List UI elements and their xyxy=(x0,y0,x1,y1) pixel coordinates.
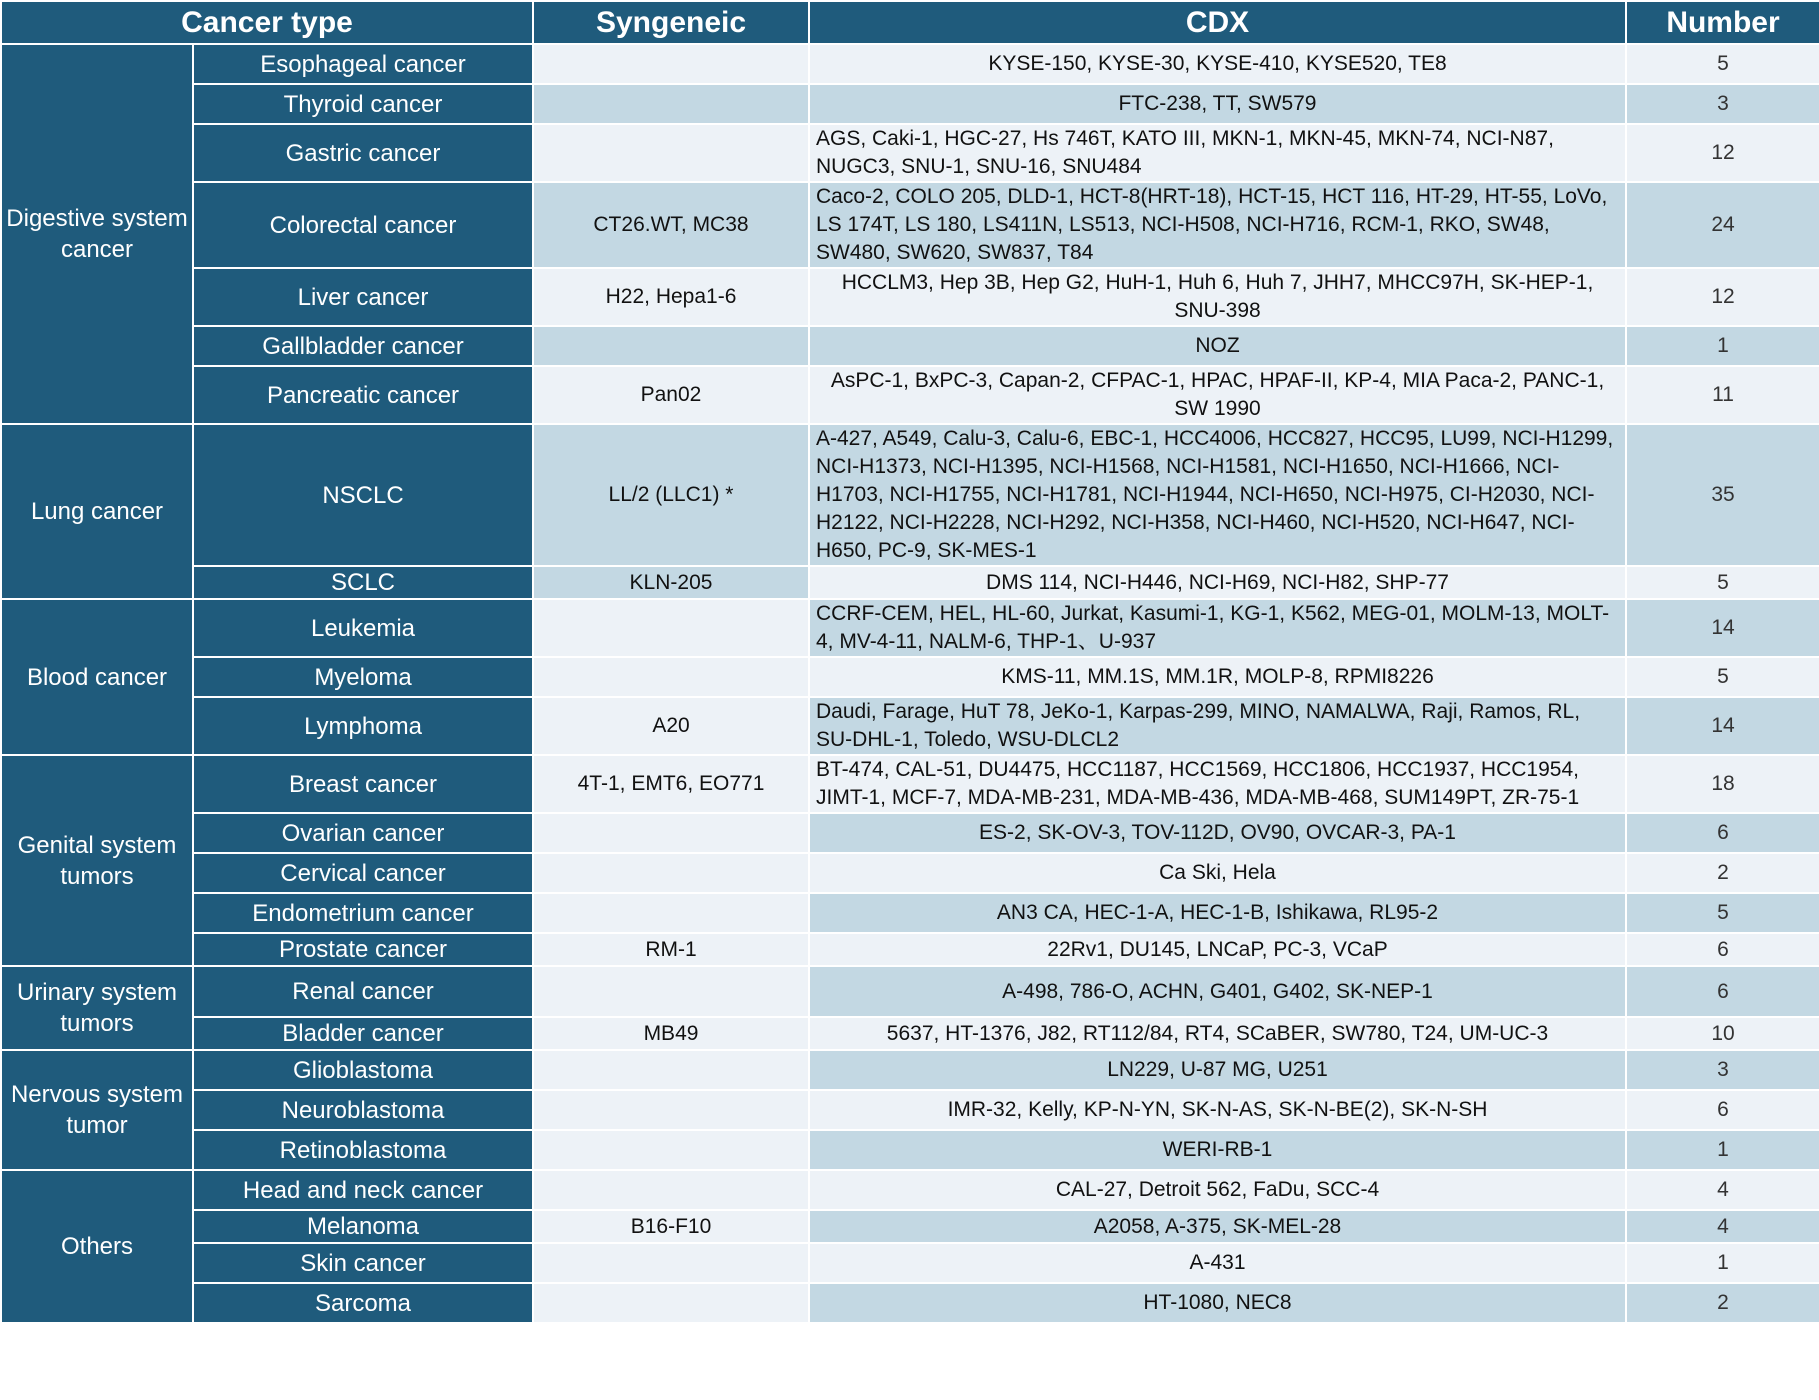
cdx-cell: AGS, Caki-1, HGC-27, Hs 746T, KATO III, MKN-1, MKN-45, MKN-74, NCI-N87, NUGC3, SNU-1, SNU-16, SNU484 xyxy=(809,124,1626,182)
cdx-cell: A-498, 786-O, ACHN, G401, G402, SK-NEP-1 xyxy=(809,966,1626,1017)
syngeneic-cell: KLN-205 xyxy=(533,566,809,599)
cdx-cell: LN229, U-87 MG, U251 xyxy=(809,1050,1626,1090)
table-row xyxy=(1,933,1819,966)
cdx-cell: WERI-RB-1 xyxy=(809,1130,1626,1170)
table-row xyxy=(1,1283,1819,1323)
table-row xyxy=(1,44,1819,84)
table-row xyxy=(1,1210,1819,1243)
cdx-cell: 5637, HT-1376, J82, RT112/84, RT4, SCaBER, SW780, T24, UM-UC-3 xyxy=(809,1017,1626,1050)
cancer-type-cell: Renal cancer xyxy=(193,966,533,1017)
cancer-type-cell: Head and neck cancer xyxy=(193,1170,533,1210)
syngeneic-cell: A20 xyxy=(533,697,809,755)
table-row xyxy=(1,326,1819,366)
syngeneic-cell: MB49 xyxy=(533,1017,809,1050)
number-cell: 14 xyxy=(1626,599,1819,657)
table-row xyxy=(1,1017,1819,1050)
cancer-type-cell: Endometrium cancer xyxy=(193,893,533,933)
number-cell: 5 xyxy=(1626,566,1819,599)
cancer-type-cell: Melanoma xyxy=(193,1210,533,1243)
cancer-type-cell: Gastric cancer xyxy=(193,124,533,182)
number-cell: 4 xyxy=(1626,1210,1819,1243)
group-others: Others xyxy=(1,1170,193,1323)
table-row xyxy=(1,853,1819,893)
number-cell: 2 xyxy=(1626,1283,1819,1323)
cdx-cell: CAL-27, Detroit 562, FaDu, SCC-4 xyxy=(809,1170,1626,1210)
cdx-cell: AN3 CA, HEC-1-A, HEC-1-B, Ishikawa, RL95-2 xyxy=(809,893,1626,933)
syngeneic-cell xyxy=(533,966,809,1017)
table-row xyxy=(1,124,1819,182)
cancer-type-cell: Ovarian cancer xyxy=(193,813,533,853)
cancer-type-cell: Myeloma xyxy=(193,657,533,697)
cancer-type-cell: Retinoblastoma xyxy=(193,1130,533,1170)
syngeneic-cell xyxy=(533,1243,809,1283)
number-cell: 6 xyxy=(1626,966,1819,1017)
syngeneic-cell xyxy=(533,1130,809,1170)
cancer-type-cell: Colorectal cancer xyxy=(193,182,533,268)
table-row xyxy=(1,1050,1819,1090)
group-genital: Genital system tumors xyxy=(1,755,193,966)
cancer-type-cell: Esophageal cancer xyxy=(193,44,533,84)
syngeneic-cell xyxy=(533,657,809,697)
cdx-cell: A-431 xyxy=(809,1243,1626,1283)
syngeneic-cell xyxy=(533,1050,809,1090)
cdx-cell: ES-2, SK-OV-3, TOV-112D, OV90, OVCAR-3, PA-1 xyxy=(809,813,1626,853)
syngeneic-cell: 4T-1, EMT6, EO771 xyxy=(533,755,809,813)
cancer-type-cell: Sarcoma xyxy=(193,1283,533,1323)
table-row xyxy=(1,1243,1819,1283)
syngeneic-cell: CT26.WT, MC38 xyxy=(533,182,809,268)
cdx-cell: AsPC-1, BxPC-3, Capan-2, CFPAC-1, HPAC, HPAF-II, KP-4, MIA Paca-2, PANC-1, SW 1990 xyxy=(809,366,1626,424)
syngeneic-cell xyxy=(533,853,809,893)
number-cell: 5 xyxy=(1626,44,1819,84)
cancer-type-cell: Prostate cancer xyxy=(193,933,533,966)
cancer-type-cell: Breast cancer xyxy=(193,755,533,813)
cancer-type-cell: Leukemia xyxy=(193,599,533,657)
number-cell: 12 xyxy=(1626,124,1819,182)
number-cell: 5 xyxy=(1626,657,1819,697)
syngeneic-cell xyxy=(533,44,809,84)
table-row xyxy=(1,893,1819,933)
table-row xyxy=(1,599,1819,657)
header-number: Number xyxy=(1626,1,1819,44)
syngeneic-cell xyxy=(533,1170,809,1210)
number-cell: 10 xyxy=(1626,1017,1819,1050)
table-row xyxy=(1,1090,1819,1130)
table-row xyxy=(1,84,1819,124)
syngeneic-cell xyxy=(533,893,809,933)
syngeneic-cell: LL/2 (LLC1) * xyxy=(533,424,809,566)
syngeneic-cell xyxy=(533,124,809,182)
cdx-cell: IMR-32, Kelly, KP-N-YN, SK-N-AS, SK-N-BE(2), SK-N-SH xyxy=(809,1090,1626,1130)
cancer-type-cell: Lymphoma xyxy=(193,697,533,755)
cdx-cell: A2058, A-375, SK-MEL-28 xyxy=(809,1210,1626,1243)
syngeneic-cell: RM-1 xyxy=(533,933,809,966)
number-cell: 11 xyxy=(1626,366,1819,424)
cancer-type-cell: Pancreatic cancer xyxy=(193,366,533,424)
syngeneic-cell xyxy=(533,599,809,657)
table-row xyxy=(1,657,1819,697)
group-nervous: Nervous system tumor xyxy=(1,1050,193,1170)
cdx-cell: Daudi, Farage, HuT 78, JeKo-1, Karpas-299, MINO, NAMALWA, Raji, Ramos, RL, SU-DHL-1, Toledo, WSU-DLCL2 xyxy=(809,697,1626,755)
cancer-type-cell: Glioblastoma xyxy=(193,1050,533,1090)
table-row xyxy=(1,366,1819,424)
number-cell: 6 xyxy=(1626,813,1819,853)
cdx-cell: Ca Ski, Hela xyxy=(809,853,1626,893)
number-cell: 14 xyxy=(1626,697,1819,755)
cancer-type-cell: SCLC xyxy=(193,566,533,599)
cancer-type-cell: Gallbladder cancer xyxy=(193,326,533,366)
cdx-cell: KMS-11, MM.1S, MM.1R, MOLP-8, RPMI8226 xyxy=(809,657,1626,697)
cdx-cell: HT-1080, NEC8 xyxy=(809,1283,1626,1323)
table-row xyxy=(1,966,1819,1017)
number-cell: 6 xyxy=(1626,1090,1819,1130)
cancer-type-cell: Neuroblastoma xyxy=(193,1090,533,1130)
table-row xyxy=(1,268,1819,326)
table-row xyxy=(1,755,1819,813)
cdx-cell: NOZ xyxy=(809,326,1626,366)
cdx-cell: HCCLM3, Hep 3B, Hep G2, HuH-1, Huh 6, Huh 7, JHH7, MHCC97H, SK-HEP-1, SNU-398 xyxy=(809,268,1626,326)
table-row xyxy=(1,424,1819,566)
syngeneic-cell xyxy=(533,1090,809,1130)
cancer-type-cell: Liver cancer xyxy=(193,268,533,326)
header-cancer-type: Cancer type xyxy=(1,1,533,44)
number-cell: 6 xyxy=(1626,933,1819,966)
table-row xyxy=(1,1130,1819,1170)
group-urinary: Urinary system tumors xyxy=(1,966,193,1050)
syngeneic-cell xyxy=(533,1283,809,1323)
cdx-cell: A-427, A549, Calu-3, Calu-6, EBC-1, HCC4006, HCC827, HCC95, LU99, NCI-H1299, NCI-H1373, NCI-H1395, NCI-H1568, NCI-H1581, NCI-H1650, NCI-H1666, NCI-H1703, NCI-H1755, NCI-H1781, NCI-H1944, NCI-H650, NCI-H975, CI-H2030, NCI-H2122, NCI-H2228, NCI-H292, NCI-H358, NCI-H460, NCI-H520, NCI-H647, NCI-H650, PC-9, SK-MES-1 xyxy=(809,424,1626,566)
syngeneic-cell xyxy=(533,84,809,124)
cdx-cell: 22Rv1, DU145, LNCaP, PC-3, VCaP xyxy=(809,933,1626,966)
number-cell: 2 xyxy=(1626,853,1819,893)
cdx-cell: KYSE-150, KYSE-30, KYSE-410, KYSE520, TE8 xyxy=(809,44,1626,84)
header-row xyxy=(1,1,1819,44)
number-cell: 3 xyxy=(1626,1050,1819,1090)
syngeneic-cell: Pan02 xyxy=(533,366,809,424)
group-lung: Lung cancer xyxy=(1,424,193,599)
syngeneic-cell: B16-F10 xyxy=(533,1210,809,1243)
number-cell: 5 xyxy=(1626,893,1819,933)
number-cell: 3 xyxy=(1626,84,1819,124)
syngeneic-cell: H22, Hepa1-6 xyxy=(533,268,809,326)
number-cell: 4 xyxy=(1626,1170,1819,1210)
cancer-type-cell: Cervical cancer xyxy=(193,853,533,893)
header-cdx: CDX xyxy=(809,1,1626,44)
syngeneic-cell xyxy=(533,813,809,853)
table-row xyxy=(1,813,1819,853)
table-row xyxy=(1,182,1819,268)
cancer-type-cell: Bladder cancer xyxy=(193,1017,533,1050)
number-cell: 1 xyxy=(1626,1243,1819,1283)
number-cell: 18 xyxy=(1626,755,1819,813)
cdx-cell: Caco-2, COLO 205, DLD-1, HCT-8(HRT-18), HCT-15, HCT 116, HT-29, HT-55, LoVo, LS 174T, LS 180, LS411N, LS513, NCI-H508, NCI-H716, RCM-1, RKO, SW48, SW480, SW620, SW837, T84 xyxy=(809,182,1626,268)
number-cell: 12 xyxy=(1626,268,1819,326)
number-cell: 1 xyxy=(1626,326,1819,366)
group-digestive: Digestive system cancer xyxy=(1,44,193,424)
table-row xyxy=(1,697,1819,755)
table-row xyxy=(1,1170,1819,1210)
number-cell: 1 xyxy=(1626,1130,1819,1170)
cancer-type-cell: Thyroid cancer xyxy=(193,84,533,124)
cancer-type-cell: NSCLC xyxy=(193,424,533,566)
number-cell: 35 xyxy=(1626,424,1819,566)
cancer-type-cell: Skin cancer xyxy=(193,1243,533,1283)
table-row xyxy=(1,566,1819,599)
cdx-cell: CCRF-CEM, HEL, HL-60, Jurkat, Kasumi-1, KG-1, K562, MEG-01, MOLM-13, MOLT-4, MV-4-11, NALM-6, THP-1、U-937 xyxy=(809,599,1626,657)
number-cell: 24 xyxy=(1626,182,1819,268)
group-blood: Blood cancer xyxy=(1,599,193,755)
header-syngeneic: Syngeneic xyxy=(533,1,809,44)
cdx-cell: BT-474, CAL-51, DU4475, HCC1187, HCC1569, HCC1806, HCC1937, HCC1954, JIMT-1, MCF-7, MDA-MB-231, MDA-MB-436, MDA-MB-468, SUM149PT, ZR-75-1 xyxy=(809,755,1626,813)
cdx-cell: DMS 114, NCI-H446, NCI-H69, NCI-H82, SHP-77 xyxy=(809,566,1626,599)
cdx-cell: FTC-238, TT, SW579 xyxy=(809,84,1626,124)
syngeneic-cell xyxy=(533,326,809,366)
